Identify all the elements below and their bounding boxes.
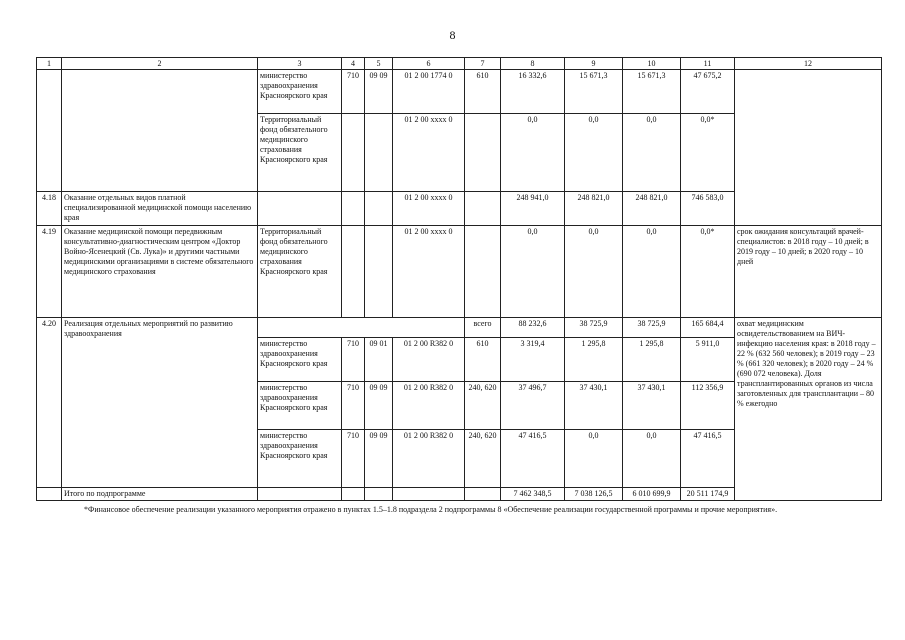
value-2018-cell: 0,0: [501, 226, 565, 318]
value-total-cell: 5 911,0: [681, 338, 735, 382]
section-cell: 09 09: [365, 70, 393, 114]
value-2019-cell: 1 295,8: [565, 338, 623, 382]
value-2020-cell: 37 430,1: [623, 382, 681, 430]
row-number-cell: 4.19: [37, 226, 62, 318]
value-total-cell: 746 583,0: [681, 192, 735, 226]
value-total-cell: 0,0*: [681, 226, 735, 318]
value-2020-cell: 0,0: [623, 430, 681, 488]
target-article-cell: 01 2 00 хххх 0: [393, 226, 465, 318]
value-2019-cell: 15 671,3: [565, 70, 623, 114]
blank-span-cell: [258, 318, 465, 338]
section-cell: 09 01: [365, 338, 393, 382]
section-cell: [365, 114, 393, 192]
value-2020-cell: 1 295,8: [623, 338, 681, 382]
value-2020-cell: 248 821,0: [623, 192, 681, 226]
col-header: 1: [37, 58, 62, 70]
grbs-cell: [342, 488, 365, 501]
target-article-cell: 01 2 00 R382 0: [393, 338, 465, 382]
executor-cell: [258, 488, 342, 501]
target-article-cell: 01 2 00 хххх 0: [393, 114, 465, 192]
value-2018-cell: 37 496,7: [501, 382, 565, 430]
footnote-text: *Финансовое обеспечение реализации указанного мероприятия отражено в пунктах 1.5–1.8 подраздела 2 подпрограммы 8 «Обеспечение реализации государственной программы и прочие мероприятия».: [84, 505, 778, 514]
column-number-row: [37, 58, 882, 70]
value-2020-cell: 15 671,3: [623, 70, 681, 114]
expense-type-cell: [465, 192, 501, 226]
target-article-cell: 01 2 00 R382 0: [393, 430, 465, 488]
section-cell: [365, 488, 393, 501]
value-2019-cell: 0,0: [565, 226, 623, 318]
value-2018-cell: 16 332,6: [501, 70, 565, 114]
section-cell: [365, 226, 393, 318]
grbs-cell: [342, 114, 365, 192]
target-article-cell: 01 2 00 R382 0: [393, 382, 465, 430]
col-header: 11: [681, 58, 735, 70]
row-number-cell: 4.18: [37, 192, 62, 226]
value-2019-cell: 0,0: [565, 430, 623, 488]
section-cell: 09 09: [365, 382, 393, 430]
value-2018-cell: 3 319,4: [501, 338, 565, 382]
value-2020-cell: 0,0: [623, 114, 681, 192]
result-cell: [735, 70, 882, 226]
col-header: 4: [342, 58, 365, 70]
grbs-cell: [342, 226, 365, 318]
target-article-cell: 01 2 00 хххх 0: [393, 192, 465, 226]
page-number: 8: [449, 28, 456, 42]
total-sum-cell: 20 511 174,9: [681, 488, 735, 501]
row-number-cell: 4.20: [37, 318, 62, 488]
expense-type-cell: [465, 488, 501, 501]
col-header: 2: [62, 58, 258, 70]
value-2019-cell: 38 725,9: [565, 318, 623, 338]
expense-type-cell: 610: [465, 70, 501, 114]
table-row: [37, 318, 882, 338]
table-row: [37, 226, 882, 318]
executor-cell: министерство здравоохранения Красноярского края: [258, 70, 342, 114]
executor-cell: министерство здравоохранения Красноярского края: [258, 338, 342, 382]
grbs-cell: [342, 192, 365, 226]
target-article-cell: [393, 488, 465, 501]
value-2018-cell: 88 232,6: [501, 318, 565, 338]
col-header: 6: [393, 58, 465, 70]
executor-cell: Территориальный фонд обязательного медицинского страхования Красноярского края: [258, 114, 342, 192]
value-2020-cell: 0,0: [623, 226, 681, 318]
col-header: 8: [501, 58, 565, 70]
executor-cell: [258, 192, 342, 226]
executor-cell: министерство здравоохранения Красноярского края: [258, 382, 342, 430]
expense-type-cell: всего: [465, 318, 501, 338]
result-cell: охват медицинским освидетельствованием на ВИЧ-инфекцию населения края: в 2018 году – 22 % (632 560 человек); в 2019 году – 23 % (661 320 человек); в 2020 году – 24 % (690 072 человека). Доля трансплантированных органов из числа заготовленных для трансплантации – 80 % ежегодно: [735, 318, 882, 501]
expense-type-cell: 240, 620: [465, 430, 501, 488]
total-label: Итого по подпрограмме: [62, 488, 258, 501]
value-total-cell: 47 675,2: [681, 70, 735, 114]
value-2020-cell: 38 725,9: [623, 318, 681, 338]
col-header: 9: [565, 58, 623, 70]
total-2019-cell: 7 038 126,5: [565, 488, 623, 501]
col-header: 3: [258, 58, 342, 70]
total-2020-cell: 6 010 699,9: [623, 488, 681, 501]
subprogram-table: [36, 57, 882, 501]
value-2019-cell: 37 430,1: [565, 382, 623, 430]
expense-type-cell: 610: [465, 338, 501, 382]
grbs-cell: 710: [342, 430, 365, 488]
row-number-cell: [37, 488, 62, 501]
table-row: [37, 70, 882, 114]
section-cell: 09 09: [365, 430, 393, 488]
section-cell: [365, 192, 393, 226]
activity-name-cell: [62, 70, 258, 192]
row-number-cell: [37, 70, 62, 192]
activity-name-cell: Реализация отдельных мероприятий по развитию здравоохранения: [62, 318, 258, 488]
value-total-cell: 112 356,9: [681, 382, 735, 430]
value-2018-cell: 0,0: [501, 114, 565, 192]
target-article-cell: 01 2 00 1774 0: [393, 70, 465, 114]
grbs-cell: 710: [342, 338, 365, 382]
expense-type-cell: [465, 114, 501, 192]
value-2018-cell: 248 941,0: [501, 192, 565, 226]
col-header: 7: [465, 58, 501, 70]
value-total-cell: 47 416,5: [681, 430, 735, 488]
col-header: 5: [365, 58, 393, 70]
value-2018-cell: 47 416,5: [501, 430, 565, 488]
value-total-cell: 0,0*: [681, 114, 735, 192]
result-cell: срок ожидания консультаций врачей-специалистов: в 2018 году – 10 дней; в 2019 году – 10 дней; в 2020 году – 10 дней: [735, 226, 882, 318]
footnote: [60, 504, 860, 515]
expense-type-cell: [465, 226, 501, 318]
executor-cell: Территориальный фонд обязательного медицинского страхования Красноярского края: [258, 226, 342, 318]
expense-type-cell: 240, 620: [465, 382, 501, 430]
col-header: 10: [623, 58, 681, 70]
activity-name-cell: Оказание отдельных видов платной специализированной медицинской помощи населению края: [62, 192, 258, 226]
col-header: 12: [735, 58, 882, 70]
value-total-cell: 165 684,4: [681, 318, 735, 338]
activity-name-cell: Оказание медицинской помощи передвижным консультативно-диагностическим центром «Доктор Войно-Ясенецкий (Св. Лука)» и другими частными медицинскими организациями в системе обязательного медицинского страхования: [62, 226, 258, 318]
grbs-cell: 710: [342, 382, 365, 430]
executor-cell: министерство здравоохранения Красноярского края: [258, 430, 342, 488]
grbs-cell: 710: [342, 70, 365, 114]
value-2019-cell: 248 821,0: [565, 192, 623, 226]
total-2018-cell: 7 462 348,5: [501, 488, 565, 501]
value-2019-cell: 0,0: [565, 114, 623, 192]
